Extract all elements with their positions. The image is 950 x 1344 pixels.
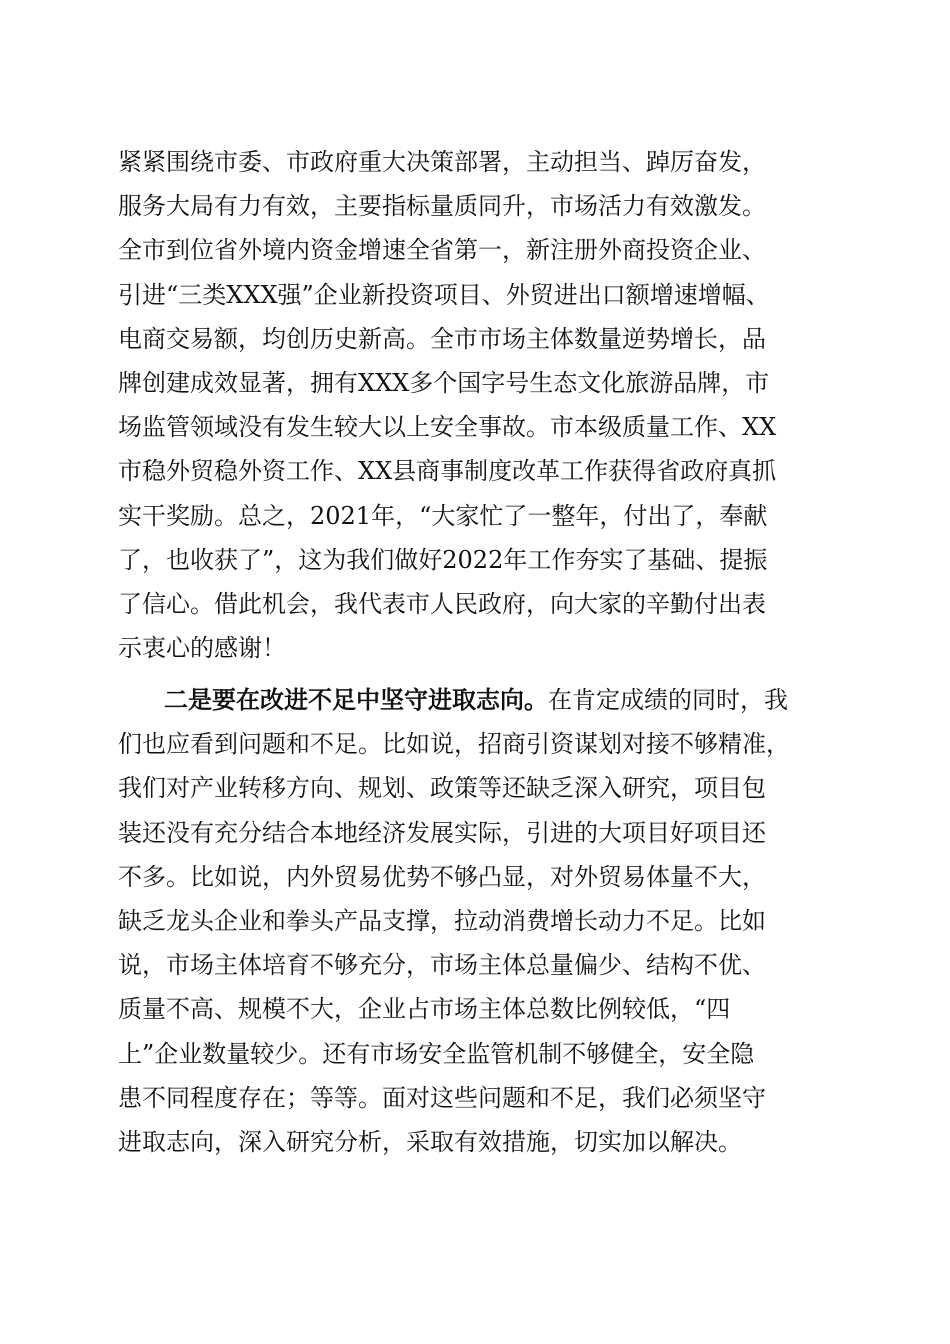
text-line: 全市到位省外境内资金增速全省第一，新注册外商投资企业、: [118, 236, 766, 265]
text-line: 上”企业数量较少。还有市场安全监管机制不够健全，安全隐: [118, 1039, 755, 1068]
text-line: 说，市场主体培育不够充分，市场主体总量偏少、结构不优、: [118, 951, 766, 980]
text-line: 紧紧围绕市委、市政府重大决策部署，主动担当、踔厉奋发，: [118, 148, 766, 176]
paragraph-achievements: [118, 140, 838, 670]
text-line: 了，也收获了”，这为我们做好2022年工作夯实了基础、提振: [118, 545, 768, 574]
text-line: 引进“三类XXX强”企业新投资项目、外贸进出口额增速增幅、: [118, 280, 770, 309]
text-line: 患不同程度存在；等等。面对这些问题和不足，我们必须坚守: [118, 1083, 766, 1112]
text-line-rest: 在肯定成绩的同时，我: [548, 686, 788, 714]
text-line: 示衷心的感谢！: [118, 634, 286, 663]
text-line: 场监管领域没有发生较大以上安全事故。市本级质量工作、XX: [118, 413, 777, 442]
text-line: 进取志向，深入研究分析，采取有效措施，切实加以解决。: [118, 1127, 742, 1156]
text-line: 装还没有充分结合本地经济发展实际，引进的大项目好项目还: [118, 818, 766, 847]
paragraph-shortcomings: [118, 678, 838, 1164]
text-line: 缺乏龙头企业和拳头产品支撑，拉动消费增长动力不足。比如: [118, 906, 766, 935]
text-line: 服务大局有力有效，主要指标量质同升，市场活力有效激发。: [118, 192, 766, 221]
text-line: 市稳外贸稳外资工作、XX县商事制度改革工作获得省政府真抓: [118, 457, 777, 486]
text-line: 我们对产业转移方向、规划、政策等还缺乏深入研究，项目包: [118, 774, 766, 803]
text-line: 牌创建成效显著，拥有XXX多个国字号生态文化旅游品牌，市: [118, 368, 770, 397]
paragraph-first-line: [118, 678, 838, 722]
text-line: 电商交易额，均创历史新高。全市市场主体数量逆势增长，品: [118, 324, 766, 353]
section-heading: 二是要在改进不足中坚守进取志向。: [164, 685, 548, 714]
text-line: 实干奖励。总之，2021年，“大家忙了一整年，付出了，奉献: [118, 501, 768, 530]
text-line: 质量不高、规模不大，企业占市场主体总数比例较低，“四: [118, 995, 731, 1024]
text-line: 们也应看到问题和不足。比如说，招商引资谋划对接不够精准，: [118, 730, 790, 759]
text-line: 不多。比如说，内外贸易优势不够凸显，对外贸易体量不大，: [118, 862, 766, 891]
text-line: 了信心。借此机会，我代表市人民政府，向大家的辛勤付出表: [118, 589, 766, 618]
